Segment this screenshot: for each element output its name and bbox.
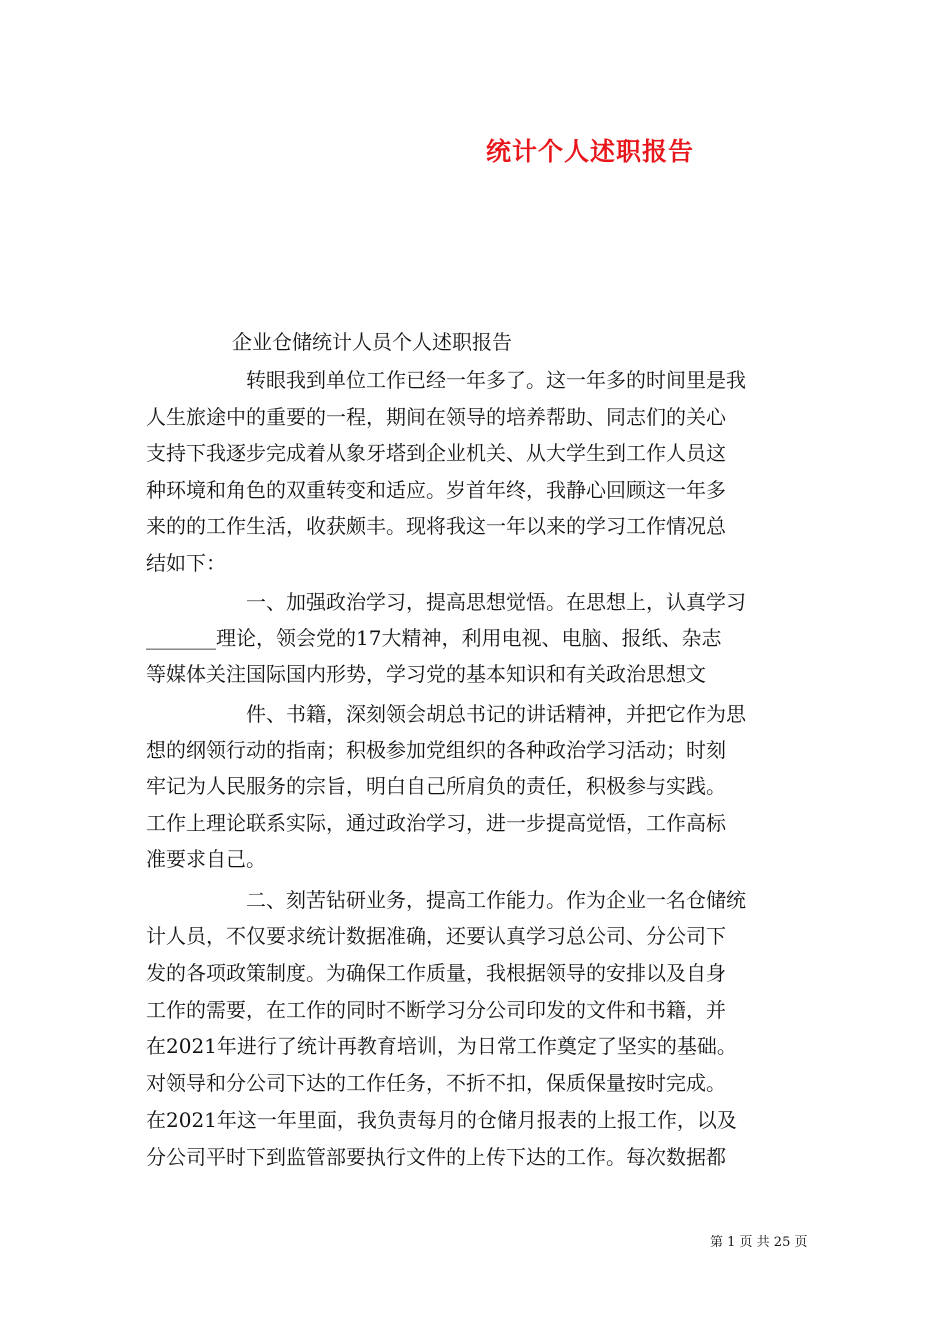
paragraph-line: 一、加强政治学习，提高思想觉悟。在思想上，认真学习 [246, 590, 746, 614]
paragraph-line: 牢记为人民服务的宗旨，明白自己所肩负的责任，积极参与实践。 [146, 774, 726, 798]
document-subtitle: 企业仓储统计人员个人述职报告 [232, 330, 512, 354]
paragraph-line: _______理论，领会党的17大精神，利用电视、电脑、报纸、杂志 [146, 626, 722, 650]
paragraph-line: 工作的需要，在工作的同时不断学习分公司印发的文件和书籍，并 [146, 998, 726, 1022]
paragraph-line: 工作上理论联系实际，通过政治学习，进一步提高觉悟，工作高标 [146, 811, 726, 835]
paragraph-line: 准要求自己。 [146, 847, 266, 871]
document-title: 统计个人述职报告 [485, 137, 694, 166]
paragraph-line: 想的纲领行动的指南；积极参加党组织的各种政治学习活动；时刻 [146, 738, 726, 762]
paragraph-line: 来的的工作生活，收获颇丰。现将我这一年以来的学习工作情况总 [146, 514, 726, 538]
paragraph-line: 发的各项政策制度。为确保工作质量，我根据领导的安排以及自身 [146, 961, 726, 985]
paragraph-line: 等媒体关注国际国内形势，学习党的基本知识和有关政治思想文 [146, 662, 706, 686]
page-number: 第 1 页 共 25 页 [710, 1235, 808, 1250]
paragraph-line: 种环境和角色的双重转变和适应。岁首年终，我静心回顾这一年多 [146, 478, 726, 502]
paragraph-line: 支持下我逐步完成着从象牙塔到企业机关、从大学生到工作人员这 [146, 441, 726, 465]
paragraph-line: 人生旅途中的重要的一程，期间在领导的培养帮助、同志们的关心 [146, 405, 726, 429]
paragraph-line: 结如下： [146, 551, 226, 575]
paragraph-line: 在2021年进行了统计再教育培训，为日常工作奠定了坚实的基础。 [146, 1034, 737, 1058]
paragraph-line: 分公司平时下到监管部要执行文件的上传下达的工作。每次数据都 [146, 1145, 726, 1169]
paragraph-line: 二、刻苦钻研业务，提高工作能力。作为企业一名仓储统 [246, 888, 746, 912]
paragraph-line: 转眼我到单位工作已经一年多了。这一年多的时间里是我 [246, 368, 746, 392]
paragraph-line: 计人员，不仅要求统计数据准确，还要认真学习总公司、分公司下 [146, 924, 726, 948]
paragraph-line: 对领导和分公司下达的工作任务，不折不扣，保质保量按时完成。 [146, 1071, 726, 1095]
paragraph-line: 件、书籍，深刻领会胡总书记的讲话精神，并把它作为思 [246, 702, 746, 726]
paragraph-line: 在2021年这一年里面，我负责每月的仓储月报表的上报工作，以及 [146, 1108, 737, 1132]
